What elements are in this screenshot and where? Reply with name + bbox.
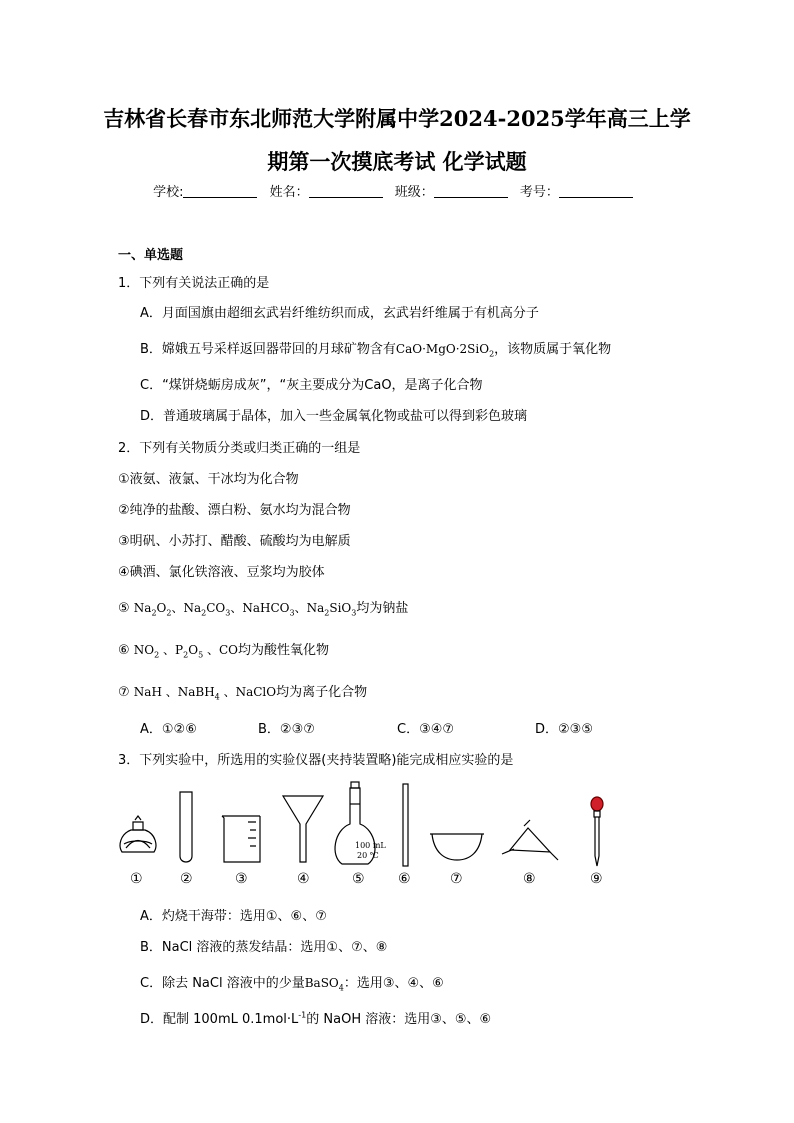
field-class-blank[interactable] bbox=[434, 185, 508, 198]
q2-stem: 2．下列有关物质分类或归类正确的一组是 bbox=[118, 441, 361, 456]
field-school-blank[interactable] bbox=[183, 185, 257, 198]
field-examno-label: 考号： bbox=[519, 185, 559, 200]
q3-option-c: C．除去 NaCl 溶液中的少量BaSO$_4$：选用③、④、⑥ bbox=[140, 976, 444, 993]
q3-stem: 3．下列实验中，所选用的实验仪器(夹持装置略)能完成相应实验的是 bbox=[118, 753, 514, 768]
beaker-icon bbox=[222, 816, 260, 862]
q2-item-7-formulas: NaH 、NaBH$_4$ 、NaClO bbox=[133, 685, 277, 702]
apparatus-label-6: ⑥ bbox=[398, 871, 411, 887]
glass-rod-icon bbox=[403, 784, 408, 866]
dropper-icon bbox=[591, 797, 603, 866]
field-class-label: 班级： bbox=[394, 185, 434, 200]
q2-choice-c: C．③④⑦ bbox=[397, 722, 455, 737]
apparatus-label-4: ④ bbox=[297, 871, 310, 887]
field-school-label: 学校: bbox=[153, 185, 184, 200]
q1-option-b-pre: B．嫦娥五号采样返回器带回的月球矿物含有 bbox=[140, 342, 396, 357]
doc-title-line1: 吉林省长春市东北师范大学附属中学2024-2025学年高三上学 bbox=[103, 106, 691, 131]
apparatus-label-3: ③ bbox=[235, 871, 248, 887]
apparatus-label-8: ⑧ bbox=[523, 871, 536, 887]
q2-choice-b: B．②③⑦ bbox=[258, 722, 315, 737]
field-name-label: 姓名： bbox=[269, 185, 309, 200]
q3-option-a: A．灼烧干海带：选用①、⑥、⑦ bbox=[140, 909, 327, 924]
apparatus-label-1: ① bbox=[130, 871, 143, 887]
q2-item-6-formulas: $NO_2$ 、$P_2O_5$ 、CO bbox=[133, 643, 238, 660]
q2-choice-a: A．①②⑥ bbox=[140, 722, 197, 737]
flask-volume-text: 100 mL bbox=[355, 841, 386, 850]
q2-choice-d: D．②③⑤ bbox=[535, 722, 593, 737]
q2-item-5: ⑤ $Na_2O_2$、$Na_2CO_3$、NaHCO$_3$、$Na_2SiO_3$均为钠盐 bbox=[118, 601, 409, 618]
q3-option-d-sup: -1 bbox=[298, 1010, 307, 1020]
q2-item-3: ③明矾、小苏打、醋酸、硫酸均为电解质 bbox=[118, 534, 351, 549]
clay-triangle-icon bbox=[502, 820, 558, 860]
funnel-icon bbox=[283, 796, 323, 862]
q1-option-d: D．普通玻璃属于晶体，加入一些金属氧化物或盐可以得到彩色玻璃 bbox=[140, 409, 528, 424]
q3-option-d: D．配制 100mL $0.1mol\cdot L^{-1}$的 NaOH 溶液：选用③、⑤、⑥ bbox=[140, 1010, 492, 1027]
apparatus-label-9: ⑨ bbox=[590, 871, 603, 887]
field-examno-blank[interactable] bbox=[559, 185, 633, 198]
evaporating-dish-icon bbox=[430, 834, 484, 860]
doc-title-line2: 期第一次摸底考试 化学试题 bbox=[267, 149, 527, 174]
q2-item-1: ①液氨、液氯、干冰均为化合物 bbox=[118, 472, 299, 487]
section-heading: 一、单选题 bbox=[118, 248, 184, 263]
q1-option-b-post: ，该物质属于氧化物 bbox=[494, 342, 612, 357]
apparatus-label-7: ⑦ bbox=[450, 871, 463, 887]
q3-option-b: B．NaCl 溶液的蒸发结晶：选用①、⑦、⑧ bbox=[140, 940, 388, 955]
q1-option-a: A．月面国旗由超细玄武岩纤维纺织而成，玄武岩纤维属于有机高分子 bbox=[140, 306, 539, 321]
alcohol-lamp-icon bbox=[120, 816, 156, 852]
apparatus-label-2: ② bbox=[180, 871, 193, 887]
field-name-blank[interactable] bbox=[309, 185, 383, 198]
q1-option-b bbox=[140, 338, 611, 358]
q2-item-2: ②纯净的盐酸、漂白粉、氨水均为混合物 bbox=[118, 503, 351, 518]
flask-temp-text: 20 ℃ bbox=[357, 851, 379, 860]
q2-item-5-formulas: $Na_2O_2$、$Na_2CO_3$、NaHCO$_3$、$Na_2SiO_3$ bbox=[133, 601, 357, 618]
q1-option-b-formula: CaO·MgO·2SiO$_2$ bbox=[395, 342, 495, 359]
q2-item-6: ⑥ $NO_2$ 、$P_2O_5$ 、CO均为酸性氧化物 bbox=[118, 643, 330, 660]
test-tube-icon bbox=[180, 792, 192, 862]
q1-stem: 1．下列有关说法正确的是 bbox=[118, 276, 270, 291]
apparatus-label-5: ⑤ bbox=[352, 871, 365, 887]
q2-item-7: ⑦ NaH 、NaBH$_4$ 、NaClO均为离子化合物 bbox=[118, 685, 368, 702]
student-info-line bbox=[0, 181, 794, 200]
q2-item-4: ④碘酒、氯化铁溶液、豆浆均为胶体 bbox=[118, 565, 325, 580]
q3-option-c-formula: BaSO$_4$ bbox=[304, 976, 344, 993]
q1-option-c: C．“煤饼烧蛎房成灰”，“灰主要成分为CaO，是离子化合物 bbox=[140, 378, 483, 393]
